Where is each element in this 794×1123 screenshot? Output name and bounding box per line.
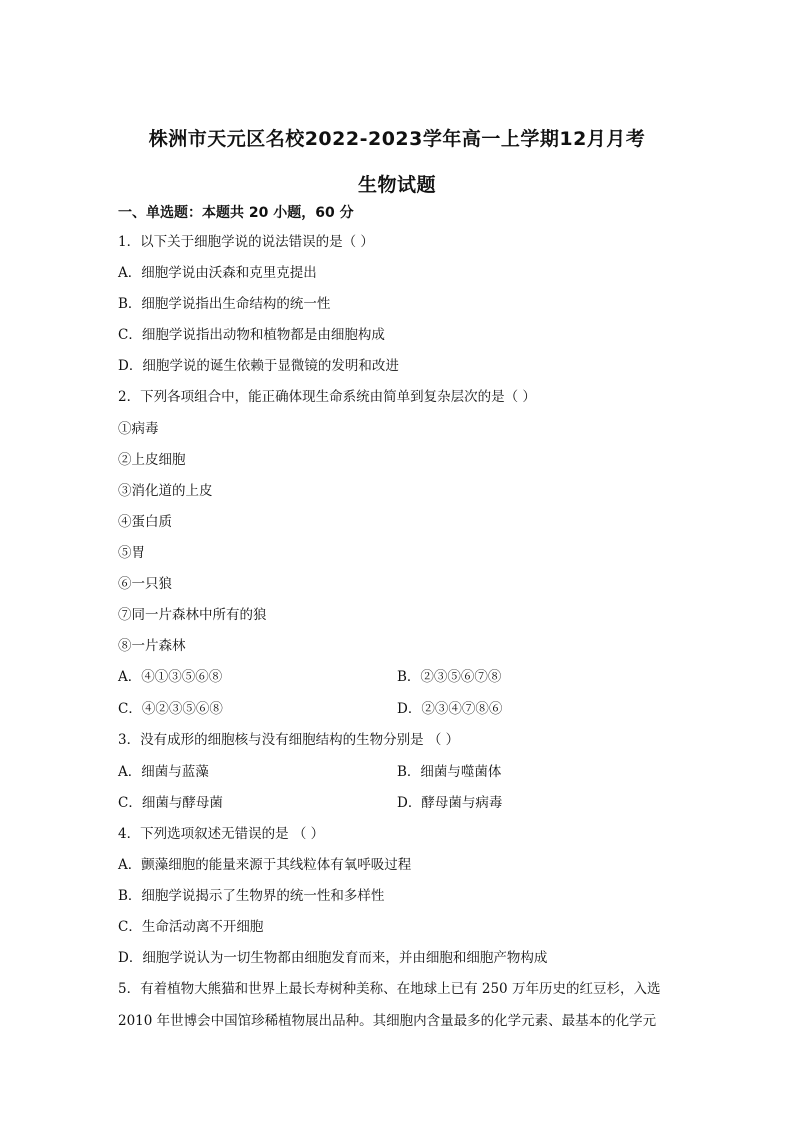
question-1-option-d: D．细胞学说的诞生依赖于显微镜的发明和改进 [118, 358, 399, 374]
question-1-option-b: B．细胞学说指出生命结构的统一性 [118, 296, 331, 312]
question-2-stem: 2．下列各项组合中，能正确体现生命系统由简单到复杂层次的是（ ） [118, 389, 536, 405]
question-2-item: ⑦同一片森林中所有的狼 [118, 607, 267, 623]
question-4-option-d: D．细胞学说认为一切生物都由细胞发育而来，并由细胞和细胞产物构成 [118, 950, 548, 966]
question-4-option-b: B．细胞学说揭示了生物界的统一性和多样性 [118, 888, 385, 904]
question-4-option-a: A．颤藻细胞的能量来源于其线粒体有氧呼吸过程 [118, 857, 412, 873]
question-1-option-a: A．细胞学说由沃森和克里克提出 [118, 265, 317, 281]
question-3-option-b: B．细菌与噬菌体 [397, 764, 502, 780]
question-2-item: ⑧一片森林 [118, 638, 186, 654]
question-2-item: ③消化道的上皮 [118, 483, 213, 499]
question-3-option-c: C．细菌与酵母菌 [118, 795, 223, 811]
question-2-option-b: B．②③⑤⑥⑦⑧ [397, 669, 502, 685]
question-2-option-c: C．④②③⑤⑥⑧ [118, 701, 223, 717]
question-5-stem-line-2: 2010 年世博会中国馆珍稀植物展出品种。其细胞内含量最多的化学元素、最基本的化学元 [118, 1013, 657, 1029]
question-2-option-a: A．④①③⑤⑥⑧ [118, 669, 223, 685]
question-2-item: ⑥一只狼 [118, 576, 172, 592]
question-2-option-d: D．②③④⑦⑧⑥ [397, 701, 503, 717]
question-1-option-c: C．细胞学说指出动物和植物都是由细胞构成 [118, 327, 385, 343]
question-3-stem: 3．没有成形的细胞核与没有细胞结构的生物分别是 （ ） [118, 732, 460, 748]
question-3-option-a: A．细菌与蓝藻 [118, 764, 209, 780]
question-2-item: ①病毒 [118, 421, 159, 437]
page-subtitle: 生物试题 [357, 174, 436, 196]
question-2-item: ④蛋白质 [118, 514, 172, 530]
question-2-item: ②上皮细胞 [118, 452, 186, 468]
question-4-stem: 4．下列选项叙述无错误的是 （ ） [118, 826, 325, 842]
page-title: 株洲市天元区名校2022-2023学年高一上学期12月月考 [148, 128, 646, 150]
question-5-stem-line-1: 5．有着植物大熊猫和世界上最长寿树种美称、在地球上已有 250 万年历史的红豆杉，入选 [118, 981, 661, 997]
section-heading: 一、单选题：本题共 20 小题，60 分 [118, 205, 354, 221]
question-3-option-d: D．酵母菌与病毒 [397, 795, 503, 811]
question-4-option-c: C．生命活动离不开细胞 [118, 919, 264, 935]
question-1-stem: 1．以下关于细胞学说的说法错误的是（ ） [118, 234, 374, 250]
question-2-item: ⑤胃 [118, 545, 145, 561]
